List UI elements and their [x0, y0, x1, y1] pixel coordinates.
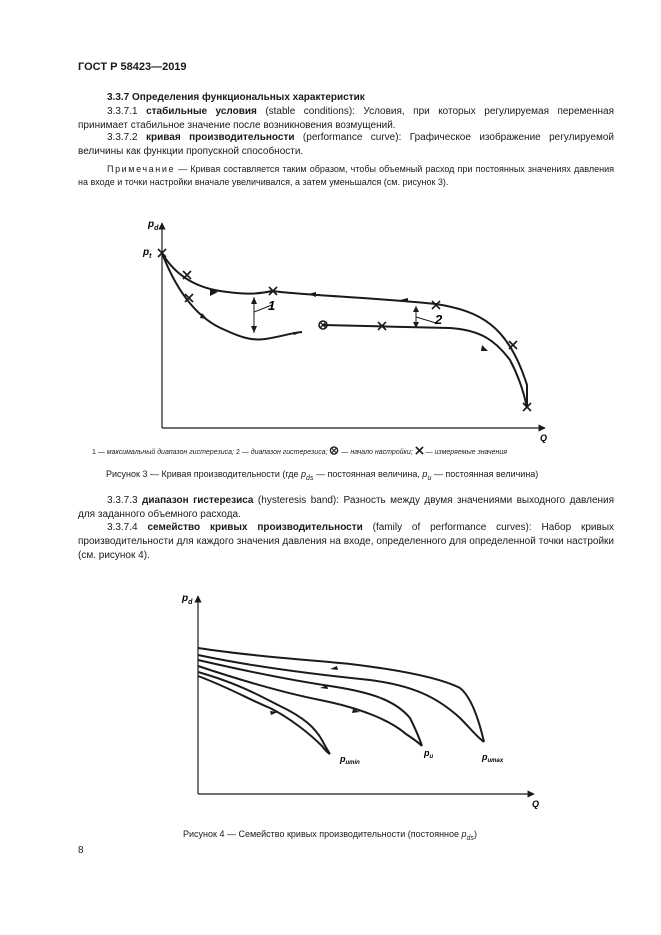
term-english: (family of performance curves) — [372, 522, 529, 533]
measured-points — [158, 249, 531, 411]
section-title: Определения функциональных характеристик — [132, 92, 365, 103]
lower-curve-right — [323, 325, 527, 408]
upper-curve — [162, 253, 527, 408]
term-english: (stable conditions) — [265, 106, 353, 117]
figure-3-caption: Рисунок 3 — Кривая производительности (где $p_{ds}$ — постоянная величина, $p_u$ — постоянная величина) — [106, 469, 539, 482]
term: диапазон гистерезиса — [142, 495, 254, 506]
note-label: Примечание — [107, 164, 176, 174]
definition-3-3-7-3 — [78, 494, 614, 522]
section-heading — [78, 91, 614, 105]
definition-3-3-7-1 — [78, 105, 614, 133]
curve-family — [198, 648, 484, 754]
item-number: 3.3.7.3 — [107, 495, 138, 506]
definition-text: : Графическое изображение регулируемой величины как функции пропускной способности. — [78, 132, 615, 157]
x-axis-label: Q — [540, 433, 548, 443]
definition-3-3-7-2 — [78, 131, 614, 159]
y-axis-label: $p_d$ — [182, 593, 193, 606]
definition-text: : Условия, при которых регулируемая переменная принимает стабильное значение после возникновения возмущений. — [78, 106, 615, 131]
term-english: (performance curve) — [302, 132, 399, 143]
definition-text: : Набор кривых производительности для каждого значения давления на входе, определенного для определенной точки настройки (см. рисунок 4). — [78, 522, 615, 561]
label-1: 1 — [268, 298, 276, 313]
definition-3-3-7-4 — [78, 521, 614, 563]
curve-label-pumin: $p_{umin}$ — [340, 754, 360, 766]
figure-3-legend: 1 — максимальный диапазон гистерезиса; 2 — диапазон гистерезиса; — начало настройки; — измеряемые значения — [92, 446, 507, 456]
y-axis-label: $p_d$ — [148, 219, 159, 232]
item-number: 3.3.7.1 — [107, 106, 138, 117]
figure-3-chart — [130, 215, 560, 445]
page-number: 8 — [78, 845, 84, 856]
note-text: — Кривая составляется таким образом, чтобы объемный расход при постоянных значениях давления на входе и точки настройки вначале увеличивался, а затем уменьшался (см. рисунок 3). — [78, 164, 614, 187]
term: кривая производительности — [146, 132, 295, 143]
curve-label-pumax: $p_{umax}$ — [482, 752, 504, 764]
document-code: ГОСТ Р 58423—2019 — [78, 61, 187, 73]
term-english: (hysteresis band) — [257, 495, 337, 506]
section-number: 3.3.7 — [107, 92, 130, 103]
pt-label: $p_t$ — [143, 247, 152, 260]
x-axis-label: Q — [532, 799, 540, 809]
figure-4-caption: Рисунок 4 — Семейство кривых производительности (постоянное $p_{ds}$) — [183, 829, 477, 842]
lower-curve-left — [162, 253, 302, 340]
item-number: 3.3.7.2 — [107, 132, 138, 143]
measured-value-icon — [415, 446, 424, 455]
note — [78, 163, 614, 189]
item-number: 3.3.7.4 — [107, 522, 138, 533]
setting-start-icon — [329, 446, 339, 455]
definition-text: : Разность между двумя значениями выходного давления для заданного объемного расхода. — [78, 495, 615, 520]
label-2: 2 — [435, 312, 443, 327]
term: стабильные условия — [146, 106, 257, 117]
figure-4-chart — [170, 588, 550, 813]
term: семейство кривых производительности — [147, 522, 363, 533]
curve-label-pu: $p_u$ — [424, 748, 434, 760]
